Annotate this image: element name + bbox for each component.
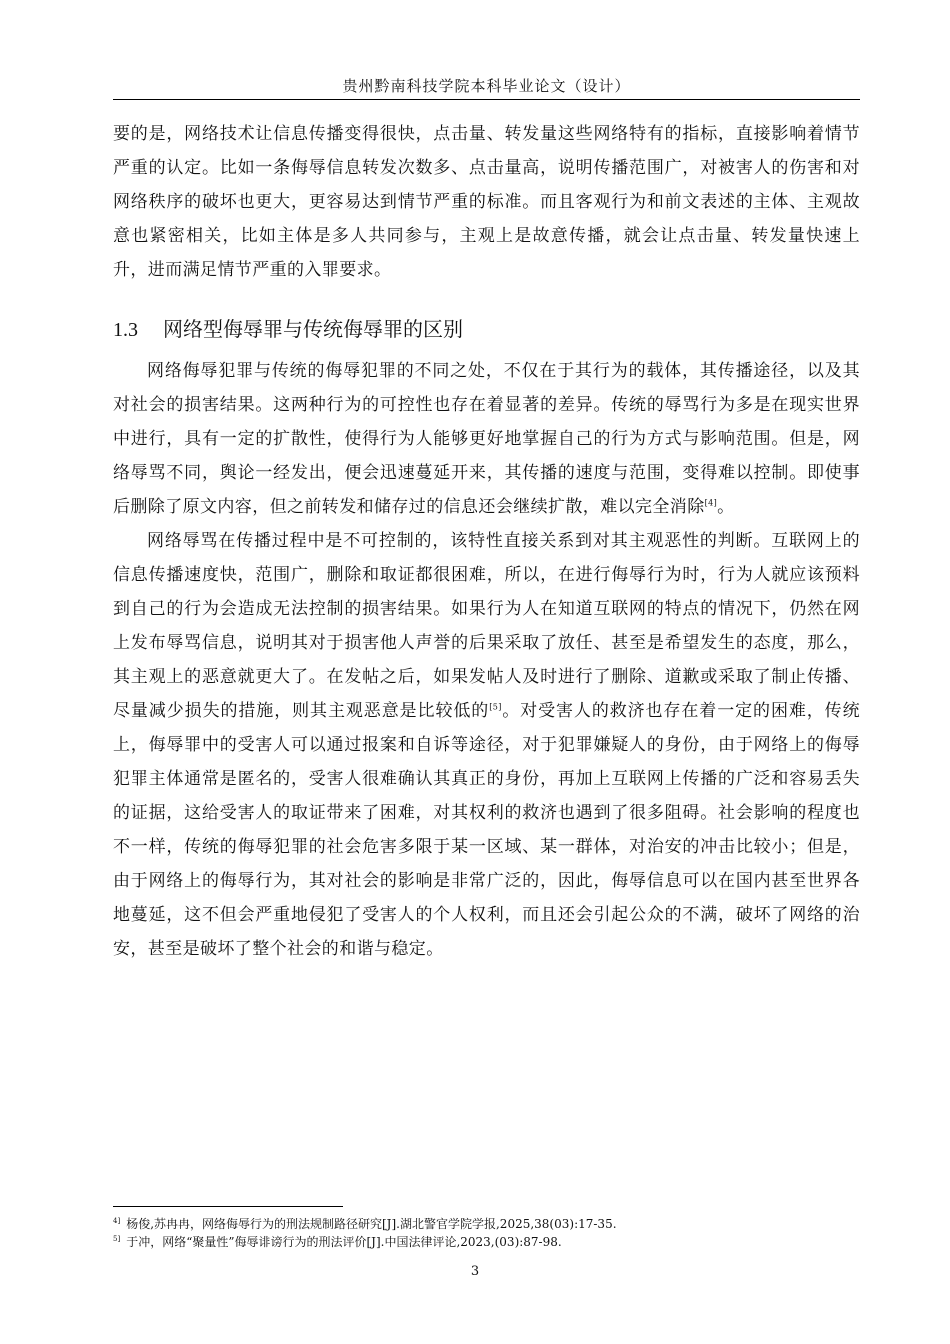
paragraph-1 xyxy=(113,354,860,524)
paragraph-2-text-a: 网络辱骂在传播过程中是不可控制的，该特性直接关系到对其主观恶性的判断。互联网上的信息传播速度快，范围广，删除和取证都很困难，所以，在进行侮辱行为时，行为人就应该预料到自己的行为会造成无法控制的损害结果。如果行为人在知道互联网的特点的情况下，仍然在网上发布辱骂信息，说明其对于损害他人声誉的后果采取了放任、甚至是希望发生的态度，那么，其主观上的恶意就更大了。在发帖之后，如果发帖人及时进行了删除、道歉或采取了制止传播、尽量减少损失的措施，则其主观恶意是比较低的 xyxy=(113,531,860,721)
footnote-text: 杨俊,苏冉冉，网络侮辱行为的刑法规制路径研究[J].湖北警官学院学报,2025,38(03):17-35. xyxy=(126,1217,617,1231)
continuation-paragraph: 要的是，网络技术让信息传播变得很快，点击量、转发量这些网络特有的指标，直接影响着情节严重的认定。比如一条侮辱信息转发次数多、点击量高，说明传播范围广，对被害人的伤害和对网络秩序的破坏也更大，更容易达到情节严重的标准。而且客观行为和前文表述的主体、主观故意也紧密相关，比如主体是多人共同参与，主观上是故意传播，就会让点击量、转发量快速上升，进而满足情节严重的入罪要求。 xyxy=(113,124,860,280)
footnote-4 xyxy=(113,1215,860,1233)
section-heading xyxy=(113,312,463,347)
section-number: 1.3 xyxy=(113,319,138,341)
footnote-5 xyxy=(113,1233,860,1251)
paragraph-2 xyxy=(113,524,860,966)
section-title: 网络型侮辱罪与传统侮辱罪的区别 xyxy=(163,317,463,341)
citation-ref-5[interactable]: [5] xyxy=(489,702,502,712)
paragraph-2-text-b: 。对受害人的救济也存在着一定的困难，传统上，侮辱罪中的受害人可以通过报案和自诉等途径，对于犯罪嫌疑人的身份，由于网络上的侮辱犯罪主体通常是匿名的，受害人很难确认其真正的身份，再加上互联网上传播的广泛和容易丢失的证据，这给受害人的取证带来了困难，对其权利的救济也遇到了很多阻碍。社会影响的程度也不一样，传统的侮辱犯罪的社会危害多限于某一区域、某一群体，对治安的冲击比较小；但是，由于网络上的侮辱行为，其对社会的影响是非常广泛的，因此，侮辱信息可以在国内甚至世界各地蔓延，这不但会严重地侵犯了受害人的个人权利，而且还会引起公众的不满，破坏了网络的治安，甚至是破坏了整个社会的和谐与稳定。 xyxy=(113,701,861,959)
header-rule xyxy=(113,99,860,100)
page-number: 3 xyxy=(470,1264,480,1279)
footnote-mark: 4] xyxy=(113,1217,121,1225)
paragraph-1-end: 。 xyxy=(717,497,735,517)
footnote-mark: 5] xyxy=(113,1235,121,1243)
footnote-rule xyxy=(113,1206,343,1207)
continuation-block xyxy=(113,117,860,287)
footnote-text: 于冲，网络“聚量性”侮辱诽谤行为的刑法评价[J].中国法律评论,2023,(03):87-98. xyxy=(126,1235,562,1249)
paragraph-1-text: 网络侮辱犯罪与传统的侮辱犯罪的不同之处，不仅在于其行为的载体，其传播途径，以及其对社会的损害结果。这两种行为的可控性也存在着显著的差异。传统的辱骂行为多是在现实世界中进行，具有一定的扩散性，使得行为人能够更好地掌握自己的行为方式与影响范围。但是，网络辱骂不同，舆论一经发出，便会迅速蔓延开来，其传播的速度与范围，变得难以控制。即使事后删除了原文内容，但之前转发和储存过的信息还会继续扩散，难以完全消除 xyxy=(113,361,860,517)
footnotes xyxy=(113,1215,860,1251)
section-body xyxy=(113,354,860,966)
citation-ref-4[interactable]: [4] xyxy=(704,498,718,508)
page-header: 贵州黔南科技学院本科毕业论文（设计） xyxy=(342,77,631,95)
